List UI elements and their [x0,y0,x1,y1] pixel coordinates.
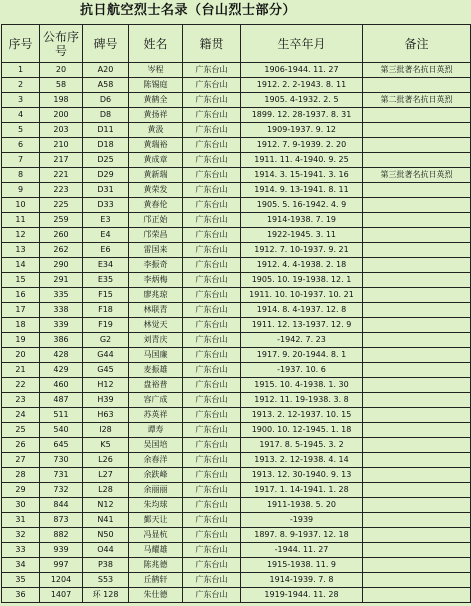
cell-index: 1 [2,63,40,78]
table-row [2,333,471,348]
cell-name: 余丽丽 [129,483,183,498]
cell-remarks [363,513,471,528]
cell-monument-number: E35 [83,273,129,288]
cell-lifespan: 1897. 8. 9-1937. 12. 18 [241,528,363,543]
cell-index: 13 [2,243,40,258]
cell-index: 28 [2,468,40,483]
table-row [2,408,471,423]
cell-published-index: 730 [40,453,83,468]
table-row [2,198,471,213]
cell-monument-number: H39 [83,393,129,408]
cell-name: 余春洋 [129,453,183,468]
cell-name: 丘鹤轩 [129,573,183,588]
cell-monument-number: D25 [83,153,129,168]
cell-name: 廖兆琼 [129,288,183,303]
cell-hometown: 广东台山 [183,483,241,498]
cell-published-index: 58 [40,78,83,93]
cell-lifespan: 1917. 1. 14-1941. 1. 28 [241,483,363,498]
cell-name: 岑程 [129,63,183,78]
cell-name: 黄鹤全 [129,93,183,108]
cell-name: 黄荣发 [129,183,183,198]
cell-name: 邝正始 [129,213,183,228]
cell-monument-number: D29 [83,168,129,183]
header-published-index: 公布序号 [40,25,83,63]
cell-published-index: 260 [40,228,83,243]
cell-lifespan: 1914-1939. 7. 8 [241,573,363,588]
table-row [2,573,471,588]
cell-published-index: 882 [40,528,83,543]
cell-lifespan: 1911. 12. 13-1937. 12. 9 [241,318,363,333]
table-row [2,258,471,273]
cell-index: 9 [2,183,40,198]
cell-monument-number: P38 [83,558,129,573]
table-row [2,468,471,483]
table-row [2,93,471,108]
cell-hometown: 广东台山 [183,348,241,363]
table-row [2,378,471,393]
cell-hometown: 广东台山 [183,288,241,303]
cell-index: 12 [2,228,40,243]
cell-name: 黄春伦 [129,198,183,213]
cell-name: 谭寿 [129,423,183,438]
cell-monument-number: D8 [83,108,129,123]
cell-hometown: 广东台山 [183,198,241,213]
cell-name: 林觉天 [129,318,183,333]
cell-index: 7 [2,153,40,168]
cell-published-index: 200 [40,108,83,123]
cell-hometown: 广东台山 [183,78,241,93]
cell-monument-number: E6 [83,243,129,258]
cell-name: 马耀雄 [129,543,183,558]
cell-hometown: 广东台山 [183,573,241,588]
cell-remarks: 第三批著名抗日英烈 [363,63,471,78]
cell-published-index: 1407 [40,588,83,603]
cell-published-index: 262 [40,243,83,258]
cell-name: 朱仕德 [129,588,183,603]
cell-name: 陈锡庭 [129,78,183,93]
header-name: 姓名 [129,25,183,63]
cell-index: 2 [2,78,40,93]
cell-published-index: 1204 [40,573,83,588]
cell-lifespan: 1922-1945. 3. 11 [241,228,363,243]
cell-hometown: 广东台山 [183,558,241,573]
cell-monument-number: L27 [83,468,129,483]
cell-monument-number: K5 [83,438,129,453]
cell-published-index: 428 [40,348,83,363]
cell-published-index: 487 [40,393,83,408]
table-row [2,123,471,138]
cell-monument-number: G44 [83,348,129,363]
table-body [2,63,471,603]
cell-index: 24 [2,408,40,423]
cell-remarks [363,468,471,483]
cell-name: 冯显杭 [129,528,183,543]
cell-lifespan: 1915-1938. 11. 9 [241,558,363,573]
cell-published-index: 198 [40,93,83,108]
cell-monument-number: N50 [83,528,129,543]
cell-remarks [363,378,471,393]
cell-lifespan: 1913. 2. 12-1937. 10. 15 [241,408,363,423]
cell-monument-number: D18 [83,138,129,153]
cell-hometown: 广东台山 [183,438,241,453]
cell-hometown: 广东台山 [183,318,241,333]
cell-lifespan: 1917. 9. 20-1944. 8. 1 [241,348,363,363]
cell-index: 5 [2,123,40,138]
cell-index: 15 [2,273,40,288]
cell-lifespan: 1912. 11. 19-1938. 3. 8 [241,393,363,408]
cell-remarks [363,243,471,258]
cell-monument-number: N12 [83,498,129,513]
cell-monument-number: H63 [83,408,129,423]
cell-index: 18 [2,318,40,333]
cell-monument-number: N41 [83,513,129,528]
cell-remarks [363,318,471,333]
cell-monument-number: A58 [83,78,129,93]
cell-index: 17 [2,303,40,318]
cell-monument-number: E3 [83,213,129,228]
martyrs-table [1,24,471,603]
cell-index: 36 [2,588,40,603]
cell-hometown: 广东台山 [183,423,241,438]
cell-index: 19 [2,333,40,348]
cell-published-index: 844 [40,498,83,513]
cell-name: 盘裕普 [129,378,183,393]
cell-remarks [363,588,471,603]
cell-index: 32 [2,528,40,543]
cell-hometown: 广东台山 [183,168,241,183]
cell-name: 邝荣昌 [129,228,183,243]
cell-monument-number: F18 [83,303,129,318]
cell-name: 鄞天让 [129,513,183,528]
cell-hometown: 广东台山 [183,588,241,603]
cell-remarks [363,573,471,588]
cell-name: 朱均球 [129,498,183,513]
cell-published-index: 203 [40,123,83,138]
cell-monument-number: S53 [83,573,129,588]
cell-remarks [363,288,471,303]
cell-monument-number: F19 [83,318,129,333]
cell-hometown: 广东台山 [183,393,241,408]
cell-lifespan: 1919-1944. 11. 28 [241,588,363,603]
cell-hometown: 广东台山 [183,63,241,78]
cell-hometown: 广东台山 [183,138,241,153]
table-row [2,153,471,168]
cell-name: 雷国来 [129,243,183,258]
table-row [2,558,471,573]
cell-index: 21 [2,363,40,378]
cell-monument-number: E4 [83,228,129,243]
cell-remarks [363,198,471,213]
table-row [2,438,471,453]
table-row [2,303,471,318]
cell-lifespan: -1944. 11. 27 [241,543,363,558]
cell-hometown: 广东台山 [183,93,241,108]
cell-remarks [363,363,471,378]
cell-name: 林联青 [129,303,183,318]
cell-remarks [363,423,471,438]
cell-name: 黄扬祥 [129,108,183,123]
cell-published-index: 511 [40,408,83,423]
cell-index: 25 [2,423,40,438]
cell-published-index: 732 [40,483,83,498]
table-row [2,423,471,438]
cell-remarks [363,258,471,273]
cell-name: 黄新瑞 [129,168,183,183]
cell-hometown: 广东台山 [183,363,241,378]
cell-published-index: 225 [40,198,83,213]
cell-lifespan: -1937. 10. 6 [241,363,363,378]
cell-hometown: 广东台山 [183,468,241,483]
cell-lifespan: 1911-1938. 5. 20 [241,498,363,513]
cell-hometown: 广东台山 [183,543,241,558]
cell-hometown: 广东台山 [183,378,241,393]
cell-published-index: 540 [40,423,83,438]
cell-remarks [363,123,471,138]
cell-name: 刘青庆 [129,333,183,348]
cell-published-index: 645 [40,438,83,453]
cell-monument-number: E34 [83,258,129,273]
table-row [2,483,471,498]
cell-hometown: 广东台山 [183,183,241,198]
table-row [2,108,471,123]
cell-remarks [363,528,471,543]
cell-name: 陈兆德 [129,558,183,573]
cell-remarks [363,153,471,168]
table-row [2,168,471,183]
cell-published-index: 386 [40,333,83,348]
cell-lifespan: 1911. 10. 10-1937. 10. 21 [241,288,363,303]
cell-lifespan: 1912. 2. 2-1943. 8. 11 [241,78,363,93]
cell-hometown: 广东台山 [183,408,241,423]
cell-lifespan: 1913. 2. 12-1938. 4. 14 [241,453,363,468]
cell-hometown: 广东台山 [183,528,241,543]
cell-index: 16 [2,288,40,303]
cell-published-index: 429 [40,363,83,378]
cell-remarks [363,408,471,423]
cell-lifespan: 1917. 8. 5-1945. 3. 2 [241,438,363,453]
cell-name: 苏英祥 [129,408,183,423]
cell-lifespan: 1909-1937. 9. 12 [241,123,363,138]
cell-name: 余趺峰 [129,468,183,483]
cell-hometown: 广东台山 [183,303,241,318]
cell-name: 麦振雄 [129,363,183,378]
table-row [2,63,471,78]
cell-lifespan: 1912. 7. 10-1937. 9. 21 [241,243,363,258]
cell-lifespan: 1915. 10. 4-1938. 1. 30 [241,378,363,393]
cell-index: 30 [2,498,40,513]
cell-lifespan: 1906-1944. 11. 27 [241,63,363,78]
table-row [2,183,471,198]
cell-lifespan: 1913. 12. 30-1940. 9. 13 [241,468,363,483]
header-lifespan: 生卒年月 [241,25,363,63]
cell-remarks [363,303,471,318]
cell-lifespan: 1914-1938. 7. 19 [241,213,363,228]
cell-index: 27 [2,453,40,468]
cell-remarks [363,108,471,123]
cell-published-index: 217 [40,153,83,168]
cell-remarks [363,228,471,243]
cell-monument-number: G45 [83,363,129,378]
cell-lifespan: 1905. 10. 19-1938. 12. 1 [241,273,363,288]
cell-index: 10 [2,198,40,213]
cell-hometown: 广东台山 [183,243,241,258]
cell-lifespan: -1942. 7. 23 [241,333,363,348]
cell-index: 23 [2,393,40,408]
cell-lifespan: 1911. 11. 4-1940. 9. 25 [241,153,363,168]
cell-lifespan: 1905. 4-1932. 2. 5 [241,93,363,108]
table-row [2,528,471,543]
cell-index: 3 [2,93,40,108]
table-row [2,513,471,528]
cell-published-index: 290 [40,258,83,273]
table-row [2,138,471,153]
cell-hometown: 广东台山 [183,228,241,243]
cell-published-index: 210 [40,138,83,153]
cell-index: 31 [2,513,40,528]
cell-index: 6 [2,138,40,153]
cell-monument-number: O44 [83,543,129,558]
cell-index: 4 [2,108,40,123]
cell-index: 26 [2,438,40,453]
cell-monument-number: D31 [83,183,129,198]
cell-index: 33 [2,543,40,558]
cell-name: 容广成 [129,393,183,408]
cell-index: 34 [2,558,40,573]
cell-index: 35 [2,573,40,588]
cell-index: 29 [2,483,40,498]
cell-hometown: 广东台山 [183,108,241,123]
cell-published-index: 338 [40,303,83,318]
cell-hometown: 广东台山 [183,123,241,138]
table-row [2,273,471,288]
table-row [2,543,471,558]
table-row [2,288,471,303]
cell-published-index: 939 [40,543,83,558]
cell-monument-number: L28 [83,483,129,498]
cell-lifespan: 1914. 9. 13-1941. 8. 11 [241,183,363,198]
cell-remarks [363,213,471,228]
cell-hometown: 广东台山 [183,273,241,288]
cell-name: 黄成章 [129,153,183,168]
table-row [2,213,471,228]
cell-lifespan: -1939 [241,513,363,528]
cell-monument-number: H12 [83,378,129,393]
cell-lifespan: 1899. 12. 28-1937. 8. 31 [241,108,363,123]
cell-name: 吴国培 [129,438,183,453]
cell-remarks [363,183,471,198]
cell-published-index: 335 [40,288,83,303]
cell-hometown: 广东台山 [183,333,241,348]
cell-published-index: 873 [40,513,83,528]
cell-hometown: 广东台山 [183,258,241,273]
cell-lifespan: 1905. 5. 16-1942. 4. 9 [241,198,363,213]
cell-index: 8 [2,168,40,183]
cell-remarks [363,498,471,513]
cell-index: 14 [2,258,40,273]
header-index: 序号 [2,25,40,63]
table-row [2,243,471,258]
table-row [2,228,471,243]
cell-name: 李炳梅 [129,273,183,288]
cell-published-index: 291 [40,273,83,288]
cell-monument-number: I28 [83,423,129,438]
cell-published-index: 731 [40,468,83,483]
cell-published-index: 221 [40,168,83,183]
cell-hometown: 广东台山 [183,213,241,228]
cell-name: 马国廉 [129,348,183,363]
cell-name: 李振奇 [129,258,183,273]
cell-index: 11 [2,213,40,228]
table-row [2,363,471,378]
cell-lifespan: 1914. 8. 4-1937. 12. 8 [241,303,363,318]
cell-monument-number: D11 [83,123,129,138]
page-title: 抗日航空烈士名录（台山烈士部分） [80,3,297,18]
table-row [2,348,471,363]
header-monument-number: 碑号 [83,25,129,63]
table-row [2,453,471,468]
cell-monument-number: D6 [83,93,129,108]
table-header-row [2,25,471,63]
cell-remarks: 第三批著名抗日英烈 [363,168,471,183]
cell-remarks [363,333,471,348]
cell-hometown: 广东台山 [183,513,241,528]
table-row [2,318,471,333]
cell-monument-number: A20 [83,63,129,78]
cell-index: 20 [2,348,40,363]
header-remarks: 备注 [363,25,471,63]
cell-remarks [363,438,471,453]
cell-hometown: 广东台山 [183,498,241,513]
cell-remarks [363,393,471,408]
table-row [2,498,471,513]
cell-remarks [363,273,471,288]
cell-published-index: 223 [40,183,83,198]
cell-lifespan: 1914. 3. 15-1941. 3. 16 [241,168,363,183]
cell-lifespan: 1912. 7. 9-1939. 2. 20 [241,138,363,153]
cell-published-index: 259 [40,213,83,228]
cell-lifespan: 1900. 10. 12-1945. 1. 18 [241,423,363,438]
cell-published-index: 997 [40,558,83,573]
cell-lifespan: 1912. 4. 4-1938. 2. 18 [241,258,363,273]
table-row [2,393,471,408]
cell-remarks [363,453,471,468]
cell-remarks: 第二批著名抗日英烈 [363,93,471,108]
cell-remarks [363,543,471,558]
cell-published-index: 20 [40,63,83,78]
cell-monument-number: D33 [83,198,129,213]
table-row [2,588,471,603]
cell-monument-number: 环 128 [83,588,129,603]
cell-hometown: 广东台山 [183,153,241,168]
cell-published-index: 460 [40,378,83,393]
cell-hometown: 广东台山 [183,453,241,468]
cell-monument-number: L26 [83,453,129,468]
cell-published-index: 339 [40,318,83,333]
table-row [2,78,471,93]
cell-remarks [363,348,471,363]
cell-monument-number: F15 [83,288,129,303]
cell-remarks [363,138,471,153]
cell-remarks [363,558,471,573]
cell-remarks [363,483,471,498]
cell-name: 黄瑞裕 [129,138,183,153]
cell-monument-number: G2 [83,333,129,348]
header-hometown: 籍贯 [183,25,241,63]
cell-remarks [363,78,471,93]
cell-name: 黄汲 [129,123,183,138]
cell-index: 22 [2,378,40,393]
